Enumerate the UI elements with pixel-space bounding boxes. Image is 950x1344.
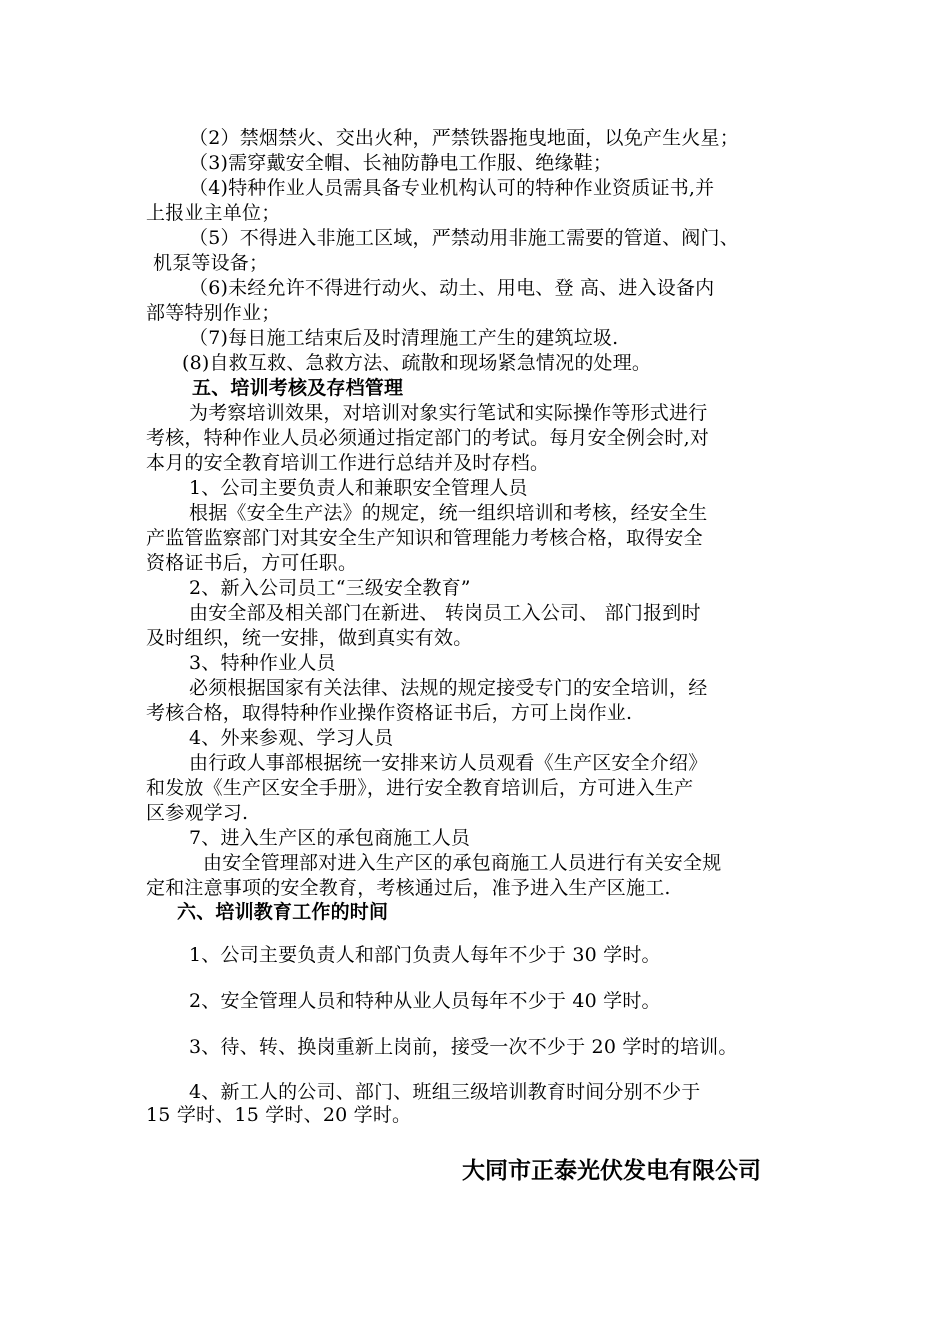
company-signature: 大同市正泰光伏发电有限公司	[462, 1158, 761, 1184]
text-line: 3、特种作业人员	[189, 652, 336, 674]
text-line: 资格证书后，方可任职。	[146, 552, 358, 574]
text-line: （5）不得进入非施工区域，严禁动用非施工需要的管道、阀门、	[189, 227, 739, 249]
text-line: 及时组织，统一安排，做到真实有效。	[146, 627, 473, 649]
text-line: 机泵等设备；	[153, 252, 269, 274]
text-line: (8)自救互救、急救方法、疏散和现场紧急情况的处理。	[182, 352, 652, 374]
section-heading: 五、培训考核及存档管理	[192, 377, 404, 399]
text-line: 1、公司主要负责人和部门负责人每年不少于 30 学时。	[189, 944, 661, 966]
text-line: 3、待、转、换岗重新上岗前，接受一次不少于 20 学时的培训。	[189, 1036, 738, 1058]
text-line: 上报业主单位；	[146, 202, 281, 224]
text-line: 为考察培训效果，对培训对象实行笔试和实际操作等形式进行	[189, 402, 708, 424]
text-line: （6)未经允许不得进行动火、动土、用电、登 高、进入设备内	[189, 277, 715, 299]
text-line: 7、进入生产区的承包商施工人员	[189, 827, 471, 849]
text-line: 由安全部及相关部门在新进、 转岗员工入公司、 部门报到时	[189, 602, 701, 624]
text-line: 定和注意事项的安全教育，考核通过后，准予进入生产区施工.	[146, 877, 671, 899]
section-heading: 六、培训教育工作的时间	[177, 901, 389, 923]
text-line: 4、外来参观、学习人员	[189, 727, 394, 749]
text-line: 由安全管理部对进入生产区的承包商施工人员进行有关安全规	[203, 852, 722, 874]
text-line: 考核合格，取得特种作业操作资格证书后，方可上岗作业.	[146, 702, 633, 724]
text-line: （7)每日施工结束后及时清理施工产生的建筑垃圾.	[189, 327, 619, 349]
text-line: （2）禁烟禁火、交出火种，严禁铁器拖曳地面，以免产生火星；	[189, 127, 739, 149]
text-line: 区参观学习.	[146, 802, 249, 824]
text-line: 部等特别作业；	[146, 302, 281, 324]
text-line: 和发放《生产区安全手册》，进行安全教育培训后，方可进入生产	[146, 777, 694, 799]
text-line: 2、安全管理人员和特种从业人员每年不少于 40 学时。	[189, 990, 661, 1012]
text-line: 2、新入公司员工“三级安全教育”	[189, 577, 471, 599]
text-line: 必须根据国家有关法律、法规的规定接受专门的安全培训，经	[189, 677, 708, 699]
text-line: 15 学时、15 学时、20 学时。	[146, 1104, 412, 1126]
text-line: 本月的安全教育培训工作进行总结并及时存档。	[146, 452, 550, 474]
text-line: 4、新工人的公司、部门、班组三级培训教育时间分别不少于	[189, 1081, 701, 1103]
text-line: 根据《安全生产法》的规定，统一组织培训和考核，经安全生	[189, 502, 708, 524]
text-line: 考核，特种作业人员必须通过指定部门的考试。每月安全例会时,对	[146, 427, 710, 449]
text-line: 1、公司主要负责人和兼职安全管理人员	[189, 477, 528, 499]
text-line: 由行政人事部根据统一安排来访人员观看《生产区安全介绍》	[189, 752, 708, 774]
text-line: （4)特种作业人员需具备专业机构认可的特种作业资质证书,并	[189, 177, 715, 199]
text-line: （3)需穿戴安全帽、长袖防静电工作服、绝缘鞋；	[189, 152, 613, 174]
text-line: 产监管监察部门对其安全生产知识和管理能力考核合格，取得安全	[146, 527, 703, 549]
